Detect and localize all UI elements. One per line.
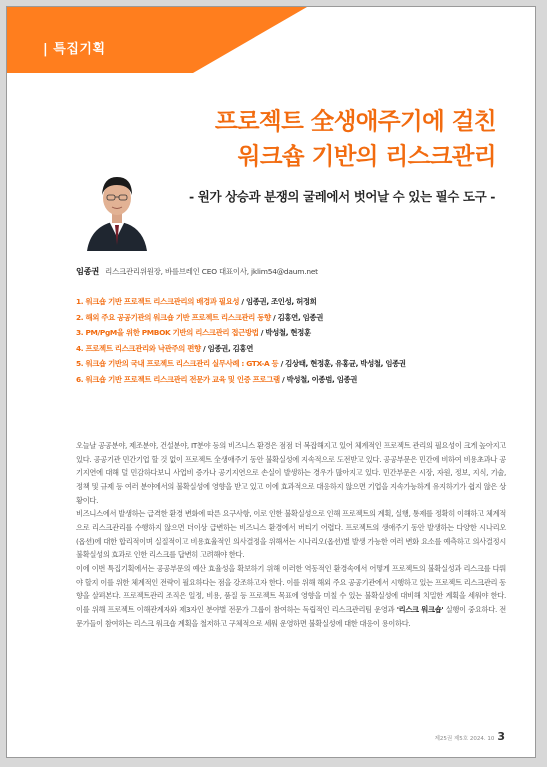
author-photo xyxy=(83,165,151,251)
article-title xyxy=(215,104,496,174)
toc-item: 4. 프로젝트 리스크관리와 낙관주의 편향 / 임종권, 김홍연 xyxy=(76,343,253,353)
emphasis-risk-workshop: '리스크 워크숍' xyxy=(396,604,444,614)
table-of-contents xyxy=(76,294,536,387)
article-body xyxy=(76,439,506,630)
author-details: 리스크관리위원장, 바를브레인 CEO 대표이사, jklim54@daum.net xyxy=(105,267,318,276)
toc-item: 6. 워크숍 기반 프로젝트 리스크관리 전문가 교육 및 인증 프로그램 / 박성철, 이종범, 임종권 xyxy=(76,374,358,384)
toc-item: 5. 워크숍 기반의 국내 프로젝트 리스크관리 실무사례 : GTX-A 등 / 김상태, 현정훈, 유홍균, 박성철, 임종권 xyxy=(76,359,406,368)
author-line xyxy=(76,266,318,277)
body-paragraph-1: 오늘날 공공분야, 제조분야, 건설분야, IT분야 등의 비즈니스 환경은 점점 더 복잡해지고 있어 체계적인 프로젝트 관리의 필요성이 크게 높아지고 있다. 공공기관 민간기업 할 것 없이 프로젝트 全생애주기 동안 불확실성에 지속적으로 도전받고 있다. 공공부문은 민간에 비하여 비용초과나 공기지연에 대해 덜 민감하다보니 사업비 증가나 공기지연으로 손실이 발생하는 경우가 많아지고 있다. 민간부문은 시장, 자원, 정보, 지식, 기술, 정책 및 규제 등 여러 분야에서의 불확실성에 영향을 받고 있고 이에 효과적으로 대응하지 않으면 기업을 지속가능하게 유지하기가 쉽지 않은 상황이다. xyxy=(76,441,506,505)
page-footer xyxy=(435,730,505,743)
section-badge: | 특집기획 xyxy=(43,42,106,57)
author-name: 임종권 xyxy=(76,266,100,276)
body-paragraph-2: 비즈니스에서 발생하는 급격한 환경 변화에 따른 요구사항, 이로 인한 불확실성으로 인해 프로젝트의 계획, 실행, 통제를 정확히 이해하고 체계적으로 리스크관리를 수행하지 않으면 더이상 급변하는 비즈니스 환경에서 버티기 어렵다. 프로젝트의 생애주기 동안 발생하는 다양한 시나리오(옵션)에 대한 합리적이며 실질적이고 비용효율적인 의사결정을 위해서는 시나리오(옵션)별 발생 가능한 여러 변화 요소를 예측하고 의사결정시 불확실성의 효과로 인한 리스크를 답변히 고려해야 한다. xyxy=(76,509,506,560)
article-subtitle: - 원가 상승과 분쟁의 굴레에서 벗어날 수 있는 필수 도구 - xyxy=(189,189,495,204)
article-title-line1: 프로젝트 全생애주기에 걸친 xyxy=(214,107,496,135)
article-title-line2: 워크숍 기반의 리스크관리 xyxy=(237,142,496,170)
toc-item: 2. 해외 주요 공공기관의 워크숍 기반 프로젝트 리스크관리 동향 / 김홍연, 임종권 xyxy=(76,312,323,322)
page-number: 3 xyxy=(497,730,505,743)
toc-item: 3. PM/PgM을 위한 PMBOK 기반의 리스크관리 접근방법 / 박성철, 현정훈 xyxy=(76,328,311,337)
toc-item: 1. 워크숍 기반 프로젝트 리스크관리의 배경과 필요성 / 임종권, 조인성, 허정희 xyxy=(76,297,317,306)
magazine-page xyxy=(6,6,536,758)
body-paragraph-3: 이에 이번 특집기획에서는 공공부문의 예산 효율성을 확보하기 위해 이러한 역동적인 환경속에서 어떻게 프로젝트의 불확실성과 리스크를 다뤄야 할지 이를 위한 체계적인 전략이 필요하다는 점을 강조하고자 한다. 이를 위해 해외 주요 공공기관에서 시행하고 있는 프로젝트 리스크관리 동향을 살펴본다. 프로젝트관리 조직은 일정, 비용, 품질 등 프로젝트 목표에 영향을 미칠 수 있는 불확실성에 대비해 치밀한 계획을 세워야 한다. 이를 위해 프로젝트 이해관계자와 제3자인 분야별 전문가 그룹이 참여하는 독립적인 리스크관리팀 운영과 '리스크 워크숍' 실행이 중요하다. 전문가들이 참여하는 리스크 워크숍 계획을 철저하고 구체적으로 세워 운영하면 불확실성에 대한 대응이 용이하다. xyxy=(76,563,506,628)
issue-info: 제25권 제5호 2024. 10 xyxy=(434,736,495,742)
